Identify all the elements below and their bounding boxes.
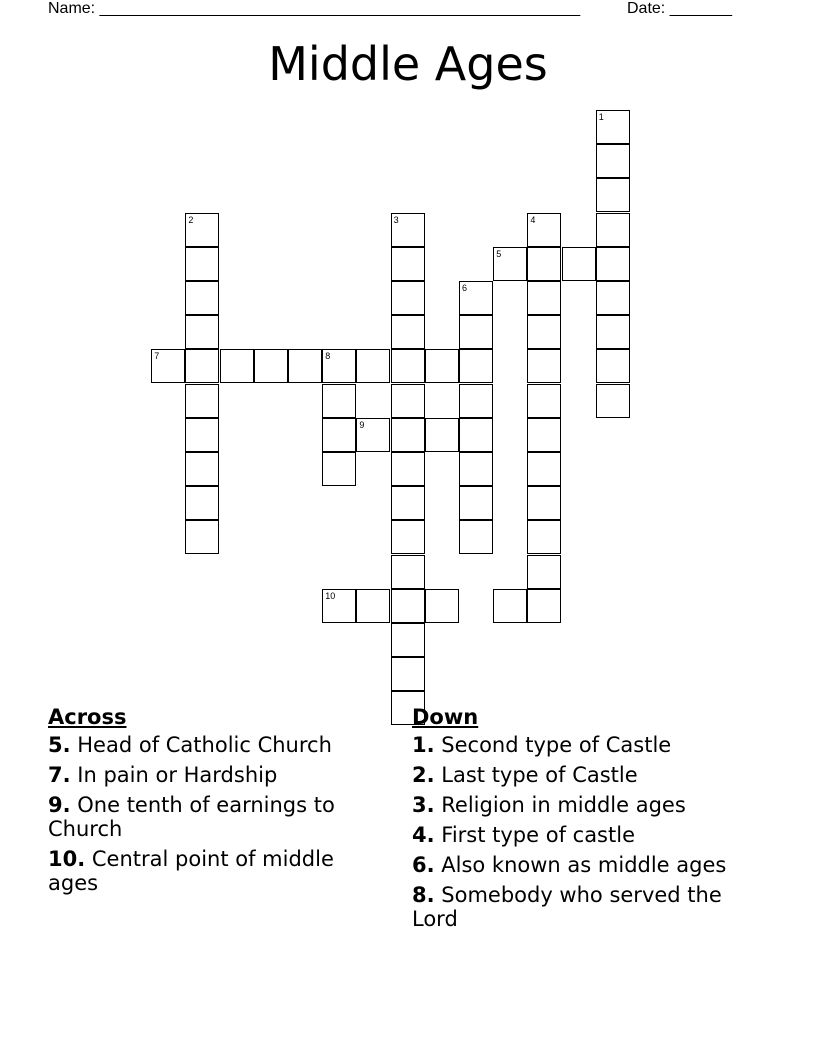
crossword-cell[interactable] xyxy=(596,213,630,247)
crossword-cell[interactable] xyxy=(356,418,390,452)
clue-number: 5. xyxy=(48,733,71,757)
across-clues xyxy=(48,704,378,901)
name-field-line: Name: ______________________________________________________ xyxy=(48,0,581,17)
crossword-cell[interactable] xyxy=(459,486,493,520)
clue-number: 7. xyxy=(48,763,71,787)
crossword-cell[interactable] xyxy=(391,315,425,349)
down-clue xyxy=(412,883,742,931)
crossword-cell[interactable] xyxy=(527,247,561,281)
crossword-cell[interactable] xyxy=(527,281,561,315)
cell-number: 9 xyxy=(359,419,365,430)
clue-text: Last type of Castle xyxy=(434,763,638,787)
clue-text: Religion in middle ages xyxy=(434,793,686,817)
crossword-cell[interactable] xyxy=(596,144,630,178)
crossword-cell[interactable] xyxy=(459,315,493,349)
crossword-cell[interactable] xyxy=(391,349,425,383)
crossword-cell[interactable] xyxy=(185,247,219,281)
crossword-cell[interactable] xyxy=(151,349,185,383)
down-clue xyxy=(412,733,742,757)
crossword-cell[interactable] xyxy=(391,213,425,247)
crossword-cell[interactable] xyxy=(596,349,630,383)
crossword-cell[interactable] xyxy=(391,657,425,691)
down-clue xyxy=(412,793,742,817)
crossword-cell[interactable] xyxy=(596,315,630,349)
across-clue xyxy=(48,733,378,757)
clue-text: Central point of middle ages xyxy=(48,847,334,895)
crossword-cell[interactable] xyxy=(527,486,561,520)
crossword-cell[interactable] xyxy=(322,589,356,623)
cell-number: 10 xyxy=(325,590,336,601)
crossword-cell[interactable] xyxy=(391,281,425,315)
down-heading: Down xyxy=(412,705,479,729)
across-heading: Across xyxy=(48,705,127,729)
cell-number: 6 xyxy=(462,283,468,293)
cell-number: 1 xyxy=(598,112,604,122)
crossword-cell[interactable] xyxy=(356,349,390,383)
cell-number: 7 xyxy=(154,351,160,362)
crossword-cell[interactable] xyxy=(527,418,561,452)
clue-text: Somebody who served the Lord xyxy=(412,883,722,931)
crossword-cell[interactable] xyxy=(185,418,219,452)
crossword-cell[interactable] xyxy=(356,589,390,623)
cell-number: 8 xyxy=(325,351,331,362)
crossword-cell[interactable] xyxy=(185,520,219,554)
crossword-cell[interactable] xyxy=(391,247,425,281)
clue-text: First type of castle xyxy=(434,823,635,847)
cell-number: 3 xyxy=(393,214,399,225)
crossword-cell[interactable] xyxy=(185,281,219,315)
crossword-cell[interactable] xyxy=(596,110,630,144)
crossword-cell[interactable] xyxy=(391,623,425,657)
across-clue-list xyxy=(48,733,378,895)
down-clues xyxy=(412,704,742,937)
crossword-cell[interactable] xyxy=(322,418,356,452)
crossword-cell[interactable] xyxy=(459,349,493,383)
cell-number: 4 xyxy=(530,214,536,225)
crossword-cell[interactable] xyxy=(391,589,425,623)
crossword-cell[interactable] xyxy=(391,452,425,486)
crossword-cell[interactable] xyxy=(596,178,630,212)
crossword-cell[interactable] xyxy=(288,349,322,383)
crossword-cell[interactable] xyxy=(527,520,561,554)
clue-number: 10. xyxy=(48,847,86,871)
crossword-cell[interactable] xyxy=(596,384,630,418)
down-clue xyxy=(412,853,742,877)
crossword-cell[interactable] xyxy=(185,315,219,349)
crossword-cell[interactable] xyxy=(527,315,561,349)
crossword-cell[interactable] xyxy=(459,452,493,486)
crossword-cell[interactable] xyxy=(391,486,425,520)
clue-text: One tenth of earnings to Church xyxy=(48,793,335,841)
down-clue-list xyxy=(412,733,742,931)
clue-text: Second type of Castle xyxy=(434,733,672,757)
crossword-cell[interactable] xyxy=(459,520,493,554)
crossword-cell[interactable] xyxy=(391,418,425,452)
crossword-cell[interactable] xyxy=(425,589,459,623)
crossword-cell[interactable] xyxy=(527,384,561,418)
crossword-cell[interactable] xyxy=(185,213,219,247)
crossword-cell[interactable] xyxy=(493,247,527,281)
across-clue xyxy=(48,763,378,787)
crossword-cell[interactable] xyxy=(322,452,356,486)
crossword-cell[interactable] xyxy=(220,349,254,383)
crossword-cell[interactable] xyxy=(425,418,459,452)
clue-number: 4. xyxy=(412,823,435,847)
crossword-cell[interactable] xyxy=(391,520,425,554)
crossword-cell[interactable] xyxy=(596,281,630,315)
crossword-cell[interactable] xyxy=(185,452,219,486)
cell-number: 2 xyxy=(188,214,194,225)
clue-number: 2. xyxy=(412,763,435,787)
crossword-cell[interactable] xyxy=(527,349,561,383)
crossword-cell[interactable] xyxy=(425,349,459,383)
crossword-cell[interactable] xyxy=(322,349,356,383)
crossword-cell[interactable] xyxy=(459,418,493,452)
crossword-cell[interactable] xyxy=(391,384,425,418)
crossword-cell[interactable] xyxy=(459,281,493,315)
puzzle-title: Middle Ages xyxy=(268,37,548,91)
clue-text: Head of Catholic Church xyxy=(70,733,332,757)
clue-number: 8. xyxy=(412,883,435,907)
crossword-cell[interactable] xyxy=(185,349,219,383)
crossword-cell[interactable] xyxy=(527,452,561,486)
clue-number: 1. xyxy=(412,733,435,757)
clue-number: 6. xyxy=(412,853,435,877)
crossword-cell[interactable] xyxy=(322,384,356,418)
crossword-cell[interactable] xyxy=(185,384,219,418)
crossword-cell[interactable] xyxy=(596,247,630,281)
crossword-cell[interactable] xyxy=(459,384,493,418)
cell-number: 5 xyxy=(496,248,502,259)
across-clue xyxy=(48,847,378,895)
crossword-cell[interactable] xyxy=(185,486,219,520)
clue-number: 9. xyxy=(48,793,71,817)
crossword-cell[interactable] xyxy=(254,349,288,383)
crossword-cell[interactable] xyxy=(391,555,425,589)
crossword-cell[interactable] xyxy=(527,213,561,247)
crossword-cell[interactable] xyxy=(493,589,527,623)
clue-number: 3. xyxy=(412,793,435,817)
date-field-line: Date: _______ xyxy=(627,0,732,17)
crossword-cell[interactable] xyxy=(562,247,596,281)
crossword-cell[interactable] xyxy=(527,589,561,623)
clue-text: In pain or Hardship xyxy=(70,763,278,787)
down-clue xyxy=(412,763,742,787)
crossword-cell[interactable] xyxy=(527,555,561,589)
down-clue xyxy=(412,823,742,847)
clue-text: Also known as middle ages xyxy=(434,853,727,877)
across-clue xyxy=(48,793,378,841)
